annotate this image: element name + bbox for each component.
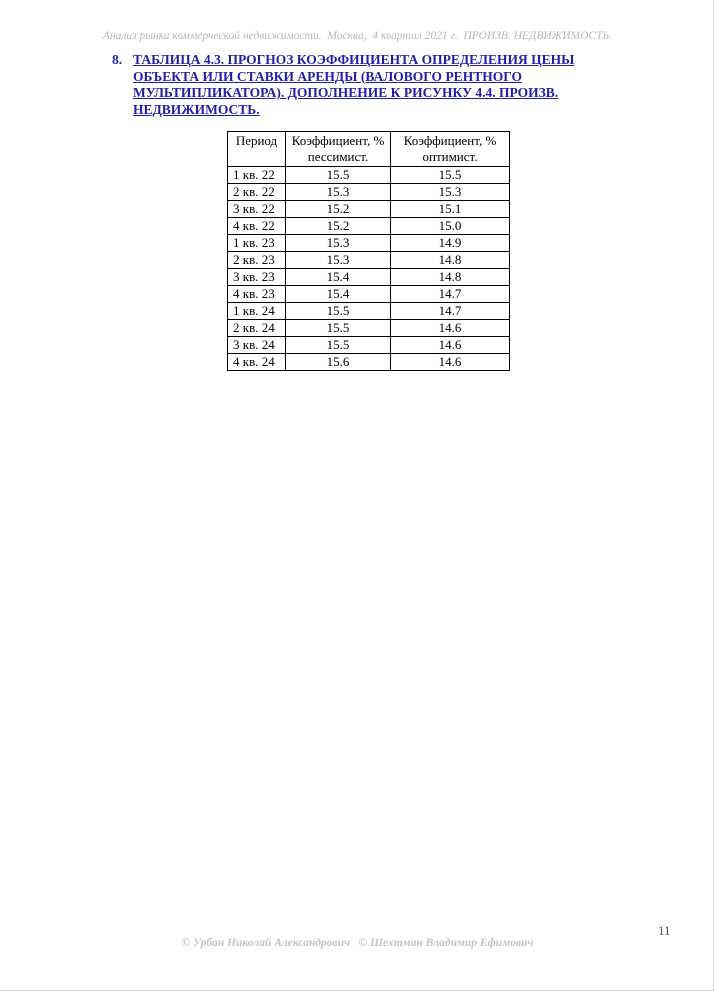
cell-pessimistic: 15.3 [286,235,391,252]
cell-period: 1 кв. 24 [228,303,286,320]
cell-pessimistic: 15.5 [286,167,391,184]
cell-period: 4 кв. 24 [228,354,286,371]
header-optimistic: Коэффициент, % оптимист. [391,132,510,167]
table-row [228,320,510,337]
cell-period: 3 кв. 23 [228,269,286,286]
cell-pessimistic: 15.6 [286,354,391,371]
table-header-row [228,132,510,167]
cell-optimistic: 15.3 [391,184,510,201]
cell-period: 3 кв. 24 [228,337,286,354]
cell-pessimistic: 15.2 [286,218,391,235]
cell-pessimistic: 15.3 [286,252,391,269]
table-title: ТАБЛИЦА 4.3. ПРОГНОЗ КОЭФФИЦИЕНТА ОПРЕДЕЛЕНИЯ ЦЕНЫ ОБЪЕКТА ИЛИ СТАВКИ АРЕНДЫ (ВАЛОВОГО РЕНТНОГО МУЛЬТИПЛИКАТОРА). ДОПОЛНЕНИЕ К РИСУНКУ 4.4. ПРОИЗВ. НЕДВИЖИМОСТЬ. [133,52,575,117]
cell-optimistic: 14.6 [391,354,510,371]
cell-pessimistic: 15.5 [286,303,391,320]
cell-optimistic: 14.6 [391,320,510,337]
cell-optimistic: 15.0 [391,218,510,235]
table-row [228,286,510,303]
cell-optimistic: 14.7 [391,303,510,320]
table-row [228,269,510,286]
cell-period: 1 кв. 22 [228,167,286,184]
table-row [228,167,510,184]
cell-pessimistic: 15.3 [286,184,391,201]
cell-pessimistic: 15.5 [286,337,391,354]
forecast-table [227,131,510,371]
cell-period: 2 кв. 24 [228,320,286,337]
table-row [228,303,510,320]
cell-period: 3 кв. 22 [228,201,286,218]
cell-optimistic: 14.7 [391,286,510,303]
header-period: Период [228,132,286,167]
cell-pessimistic: 15.5 [286,320,391,337]
cell-optimistic: 15.1 [391,201,510,218]
header-pessimistic: Коэффициент, % пессимист. [286,132,391,167]
cell-pessimistic: 15.4 [286,269,391,286]
section-heading [112,52,612,118]
table-row [228,201,510,218]
footer-copyright: © Урбан Николай Александрович © Шехтман Владимир Ефимович [181,937,534,949]
cell-period: 2 кв. 23 [228,252,286,269]
cell-optimistic: 14.8 [391,269,510,286]
cell-period: 2 кв. 22 [228,184,286,201]
table-body [228,167,510,371]
table-row [228,235,510,252]
section-number: 8. [112,52,123,67]
table-row [228,337,510,354]
cell-period: 4 кв. 23 [228,286,286,303]
cell-period: 1 кв. 23 [228,235,286,252]
cell-optimistic: 14.6 [391,337,510,354]
cell-period: 4 кв. 22 [228,218,286,235]
cell-optimistic: 15.5 [391,167,510,184]
table-row [228,354,510,371]
cell-optimistic: 14.8 [391,252,510,269]
cell-pessimistic: 15.2 [286,201,391,218]
table-row [228,184,510,201]
cell-optimistic: 14.9 [391,235,510,252]
running-header: Анализ рынка коммерческой недвижимости. Москва, 4 квартал 2021 г. ПРОИЗВ. НЕДВИЖИМОСТЬ. [102,30,613,42]
table-row [228,252,510,269]
table-row [228,218,510,235]
cell-pessimistic: 15.4 [286,286,391,303]
page-number: 11 [658,923,671,938]
